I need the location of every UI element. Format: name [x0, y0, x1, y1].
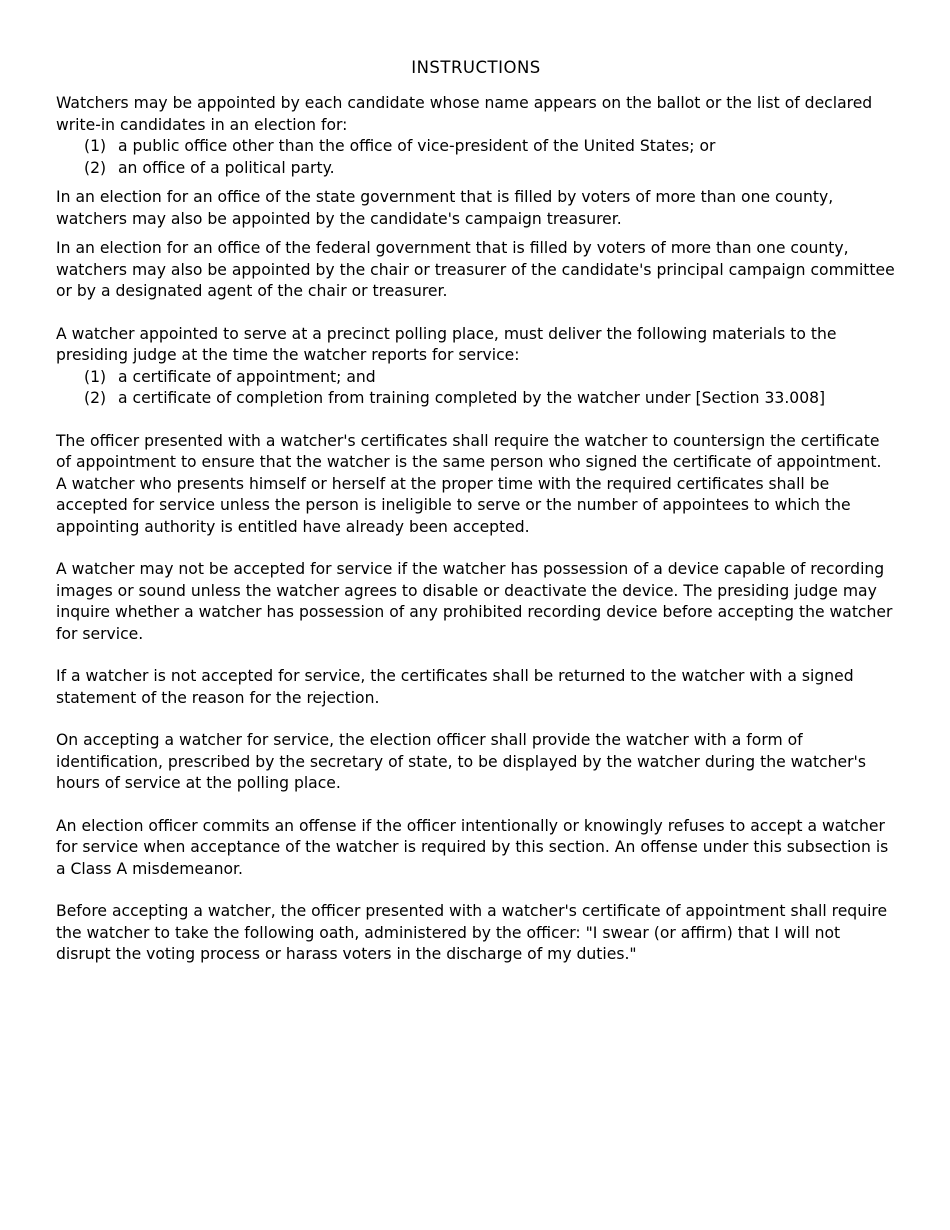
paragraph-federal-office: In an election for an office of the federal government that is filled by voters of more than one county, watchers may also be appointed by the chair or treasurer of the candidate's principal campaign committee or by a designated agent of the chair or treasurer.	[56, 239, 895, 300]
list-item-number: (2)	[84, 389, 107, 407]
list-item-text: a certificate of appointment; and	[118, 367, 376, 386]
paragraph-recording-device: A watcher may not be accepted for service if the watcher has possession of a device capable of recording images or sound unless the watcher agrees to disable or deactivate the device. The presiding judge may inquire whether a watcher has possession of any prohibited recording device before accepting the watcher for service.	[56, 560, 893, 643]
paragraph-offense: An election officer commits an offense if the officer intentionally or knowingly refuses to accept a watcher for service when acceptance of the watcher is required by this section. An offense under this subsection is a Class A misdemeanor.	[56, 816, 889, 878]
list-item-text: an office of a political party.	[118, 158, 335, 177]
paragraph-identification: On accepting a watcher for service, the election officer shall provide the watcher with a form of identification, prescribed by the secretary of state, to be displayed by the watcher during the watcher's hours of service at the polling place.	[56, 731, 866, 792]
list-item	[56, 367, 896, 389]
paragraph-deliver-materials: A watcher appointed to serve at a precinct polling place, must deliver the following materials to the presiding judge at the time the watcher reports for service:	[56, 324, 837, 364]
list-item	[56, 136, 896, 158]
materials-list	[56, 367, 896, 410]
paragraph-watcher-appointment: Watchers may be appointed by each candidate whose name appears on the ballot or the list of declared write-in candidates in an election for:	[56, 94, 873, 134]
list-item	[56, 388, 896, 410]
list-item-number: (2)	[84, 158, 107, 177]
office-list	[56, 136, 896, 179]
list-item-text: a certificate of completion from training completed by the watcher under [Section 33.008]	[118, 389, 826, 407]
list-item-number: (1)	[84, 367, 107, 386]
paragraph-oath: Before accepting a watcher, the officer presented with a watcher's certificate of appointment shall require the watcher to take the following oath, administered by the officer: "I swear (or affirm) that I will not disrupt the voting process or harass voters in the discharge of my duties."	[56, 902, 888, 963]
list-item-text: a public office other than the office of vice-president of the United States; or	[118, 137, 716, 155]
list-item	[56, 158, 896, 180]
paragraph-countersign: The officer presented with a watcher's certificates shall require the watcher to countersign the certificate of appointment to ensure that the watcher is the same person who signed the certificate of appointment. A watcher who presents himself or herself at the proper time with the required certificates shall be accepted for service unless the person is ineligible to serve or the number of appointees to which the appointing authority is entitled have already been accepted.	[56, 431, 882, 536]
paragraph-rejection: If a watcher is not accepted for service, the certificates shall be returned to the watcher with a signed statement of the reason for the rejection.	[56, 667, 854, 707]
instructions-document	[56, 57, 896, 966]
paragraph-state-office: In an election for an office of the state government that is filled by voters of more than one county, watchers may also be appointed by the candidate's campaign treasurer.	[56, 188, 834, 228]
list-item-number: (1)	[84, 137, 107, 155]
page-title: INSTRUCTIONS	[411, 58, 541, 77]
